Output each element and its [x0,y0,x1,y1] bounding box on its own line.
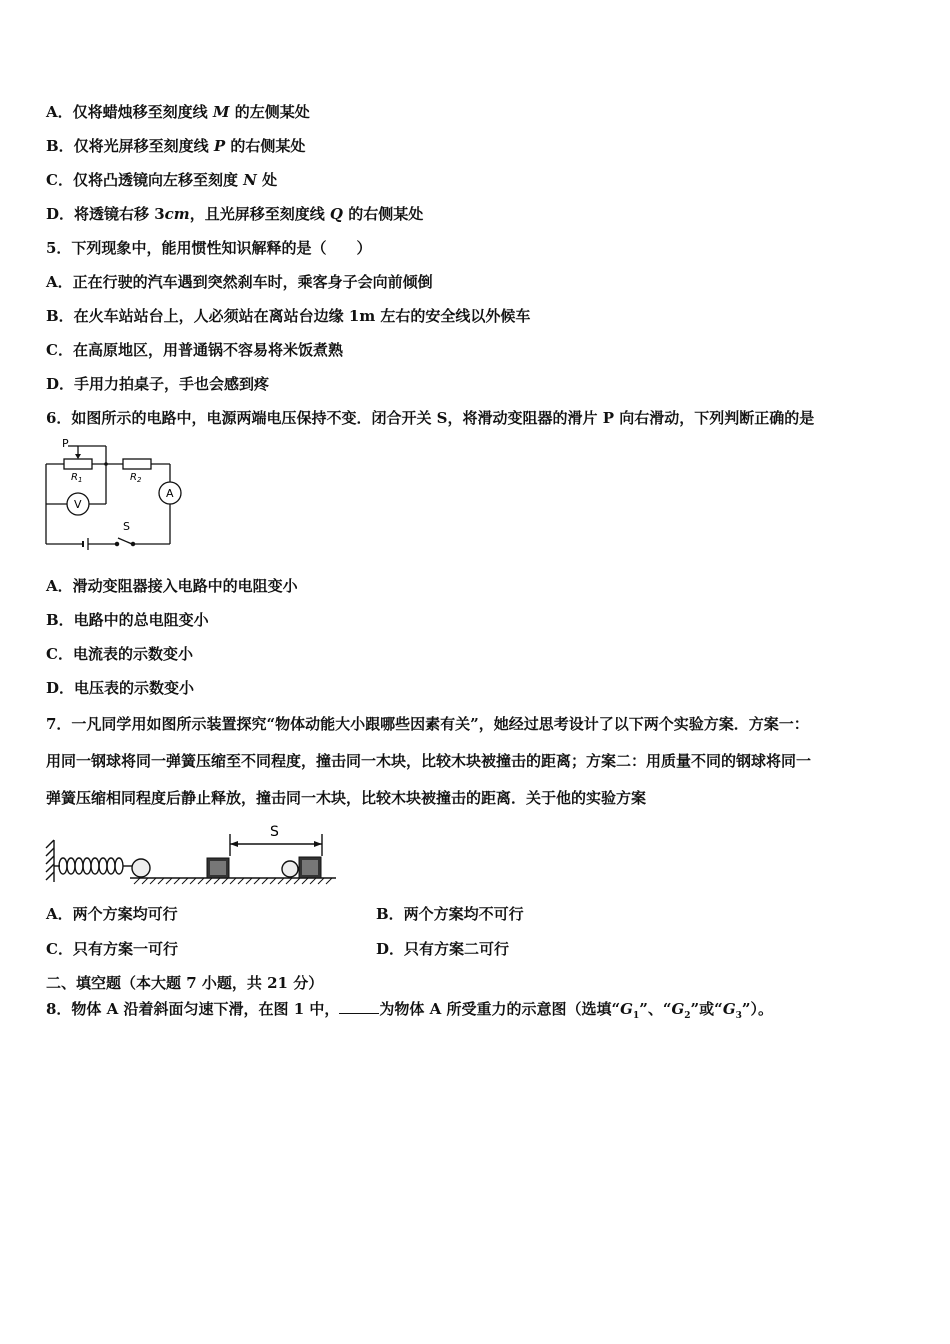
q7-option-b: B．两个方案均不可行 [376,905,524,923]
q7-option-c: C．只有方案一可行 [46,940,178,958]
q6-option-a: A．滑动变阻器接入电路中的电阻变小 [46,577,298,595]
q6-stem: 6．如图所示的电路中，电源两端电压保持不变．闭合开关 S，将滑动变阻器的滑片 P 向右滑动，下列判断正确的是 [46,409,815,427]
slider-p-label: P [62,437,69,450]
r1-label: $R_1$ [71,472,83,484]
distance-s-label: S [270,824,279,840]
q7-stem-line-2: 用同一钢球将同一弹簧压缩至不同程度，撞击同一木块，比较木块被撞击的距离；方案二：用质量不同的钢球将同一 [46,752,812,770]
voltmeter-label: V [74,498,82,511]
q7-stem-line-3: 弹簧压缩相同程度后静止释放，撞击同一木块，比较木块被撞击的距离．关于他的实验方案 [46,789,647,807]
q7-stem-line-1: 7．一凡同学用如图所示装置探究“物体动能大小跟哪些因素有关”，她经过思考设计了以下两个实验方案．方案一： [46,715,809,733]
q7-option-a: A．两个方案均可行 [46,905,178,923]
q6-option-d: D．电压表的示数变小 [46,679,195,697]
q4-option-c: C．仅将凸透镜向左移至刻度 N 处 [46,171,278,189]
q4-option-b: B．仅将光屏移至刻度线 P 的右侧某处 [46,137,306,155]
ammeter-label: A [166,487,174,500]
q8-stem: 8．物体 A 沿着斜面匀速下滑，在图 1 中， 为物体 A 所受重力的示意图（选填“$G_1$”、“$G_2$”或“$G_3$”）。 [46,1000,774,1021]
q6-option-b: B．电路中的总电阻变小 [46,611,209,629]
q5-option-c: C．在高原地区，用普通锅不容易将米饭煮熟 [46,341,343,359]
q7-option-d: D．只有方案二可行 [376,940,510,958]
q5-stem: 5．下列现象中，能用惯性知识解释的是（ ） [46,239,372,257]
q6-circuit-diagram [40,434,200,556]
q7-spring-ball-diagram [44,818,344,890]
q4-option-d: D．将透镜右移 3cm，且光屏移至刻度线 Q 的右侧某处 [46,205,424,223]
q6-option-c: C．电流表的示数变小 [46,645,193,663]
switch-label: S [123,520,130,533]
q4-option-a: A．仅将蜡烛移至刻度线 M 的左侧某处 [46,103,310,121]
section-2-heading: 二、填空题（本大题 7 小题，共 21 分） [46,974,324,992]
r2-label: $R_2$ [130,472,142,484]
q5-option-b: B．在火车站站台上，人必须站在离站台边缘 1m 左右的安全线以外候车 [46,307,531,325]
q5-option-a: A．正在行驶的汽车遇到突然刹车时，乘客身子会向前倾倒 [46,273,433,291]
answer-blank[interactable] [339,999,379,1014]
q5-option-d: D．手用力拍桌子，手也会感到疼 [46,375,270,393]
